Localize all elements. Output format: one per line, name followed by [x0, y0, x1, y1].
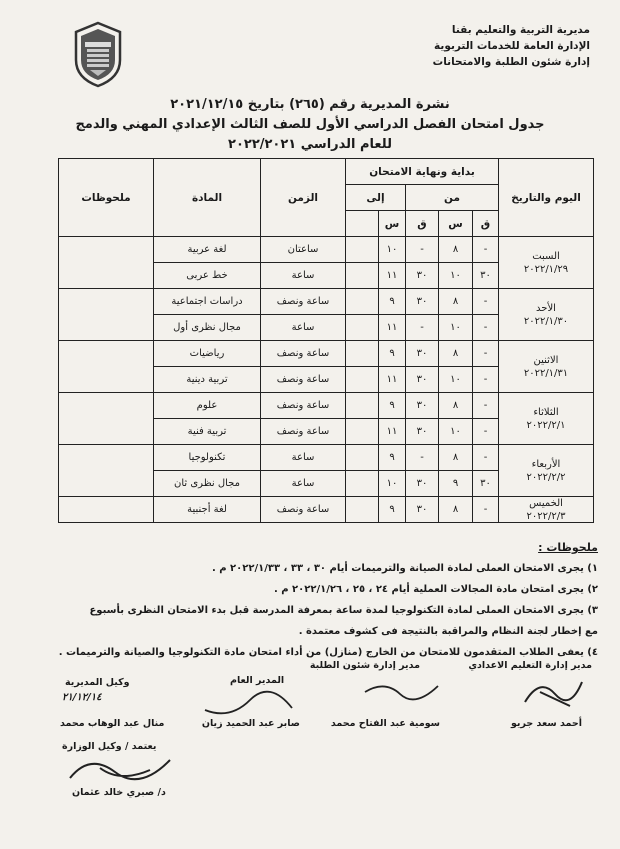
from-q: ٣٠	[473, 263, 499, 289]
to-s: ١١	[379, 419, 406, 445]
to-s: ٩	[379, 497, 406, 523]
exam-schedule-table	[58, 158, 594, 523]
notes-section	[30, 537, 598, 663]
sig-name-sabry: د/ صبري خالد عثمان	[72, 787, 166, 798]
to-s: ١٠	[379, 237, 406, 263]
subject-cell: لغة أجنبية	[154, 497, 261, 523]
day-cell	[499, 393, 594, 445]
notes-cell	[59, 497, 154, 523]
day-name: الخميس	[529, 497, 563, 509]
subject-cell: تربية فنية	[154, 419, 261, 445]
spacer-cell	[346, 497, 379, 523]
schedule-title: جدول امتحان الفصل الدراسي الأول للصف الثالث الإعدادي المهني والدمج	[75, 117, 545, 132]
from-s: ١٠	[439, 367, 473, 393]
from-s: ٩	[439, 471, 473, 497]
to-q: ٣٠	[406, 471, 439, 497]
note-item: ٢) يجرى امتحان مادة المجالات العملية أيام ٢٤ ، ٢٥ ، ٢٠٢٢/١/٢٦ م .	[273, 584, 598, 595]
header-from-q: ق	[473, 211, 499, 237]
notes-cell	[59, 445, 154, 497]
duration-cell: ساعة	[261, 471, 346, 497]
from-s: ٨	[439, 237, 473, 263]
duration-cell: ساعة ونصف	[261, 341, 346, 367]
subject-cell: مجال نظرى ثان	[154, 471, 261, 497]
sig-title-students-affairs: مدير إدارة شئون الطلبة	[309, 660, 420, 671]
to-q: ٣٠	[406, 367, 439, 393]
note-item: ١) يجرى الامتحان العملى لمادة الصيانة والترميمات أيام ٣٠ ، ٣٣ ، ٢٠٢٢/١/٣٣ م .	[211, 563, 598, 574]
day-date: ٢٠٢٢/٢/٣	[526, 510, 566, 522]
from-s: ٨	[439, 445, 473, 471]
to-q: ٣٠	[406, 263, 439, 289]
day-name: السبت	[532, 250, 560, 262]
spacer-cell	[346, 289, 379, 315]
from-q: -	[473, 445, 499, 471]
header-spacer	[346, 211, 379, 237]
header-from: من	[406, 185, 499, 211]
duration-cell: ساعة ونصف	[261, 393, 346, 419]
to-q: -	[406, 445, 439, 471]
to-s: ١١	[379, 367, 406, 393]
duration-cell: ساعة	[261, 445, 346, 471]
subject-cell: لغة عربية	[154, 237, 261, 263]
header-from-s: س	[439, 211, 473, 237]
sig-name-manal: منال عبد الوهاب محمد	[60, 718, 165, 729]
subject-cell: رياضيات	[154, 341, 261, 367]
to-s: ١١	[379, 263, 406, 289]
sig-title-general-director: المدير العام	[230, 675, 285, 686]
spacer-cell	[346, 393, 379, 419]
spacer-cell	[346, 471, 379, 497]
to-q: ٣٠	[406, 419, 439, 445]
spacer-cell	[346, 419, 379, 445]
header-subject: المادة	[154, 159, 261, 237]
from-s: ١٠	[439, 315, 473, 341]
subject-cell: تربية دينية	[154, 367, 261, 393]
header-to: إلى	[346, 185, 406, 211]
to-q: -	[406, 237, 439, 263]
notes-cell	[59, 393, 154, 445]
day-date: ٢٠٢٢/١/٢٩	[523, 263, 569, 275]
approval-label: يعتمد / وكيل الوزارة	[62, 741, 157, 752]
duration-cell: ساعة ونصف	[261, 289, 346, 315]
to-q: ٣٠	[406, 289, 439, 315]
to-s: ١٠	[379, 471, 406, 497]
header-time-range: بداية ونهاية الامتحان	[346, 159, 499, 185]
spacer-cell	[346, 367, 379, 393]
ministry-logo-icon	[68, 20, 128, 90]
spacer-cell	[346, 341, 379, 367]
sig-title-deputy-directorate: وكيل المديرية	[65, 677, 130, 688]
from-q: ٣٠	[473, 471, 499, 497]
notes-cell	[59, 341, 154, 393]
note-item: ٣) يجرى الامتحان العملى لمادة التكنولوجيا لمدة ساعة بمعرفة المدرسة قبل بدء الامتحان النظرى بأسبوع	[89, 605, 598, 616]
spacer-cell	[346, 445, 379, 471]
bulletin-titles	[60, 95, 560, 155]
notes-title: ملحوظات :	[538, 541, 598, 554]
duration-cell: ساعة	[261, 315, 346, 341]
duration-cell: ساعتان	[261, 237, 346, 263]
from-s: ٨	[439, 289, 473, 315]
duration-cell: ساعة	[261, 263, 346, 289]
note-item: مع إخطار لجنة النظام والمراقبة بالنتيجة فى كشوف معتمدة .	[298, 626, 598, 637]
signature-scribble-saber-icon	[200, 690, 295, 720]
to-s: ٩	[379, 393, 406, 419]
from-s: ٨	[439, 497, 473, 523]
signature-scribble-somaya-icon	[360, 678, 440, 706]
subject-cell: دراسات اجتماعية	[154, 289, 261, 315]
note-item: ٤) يعفى الطلاب المتقدمون للامتحان من الخارج (منازل) من أداء امتحان مادة التكنولوجيا والصيانة والترميمات .	[58, 647, 598, 658]
header-line-3: إدارة شئون الطلبة والامتحانات	[432, 56, 590, 68]
sig-name-saber: صابر عبد الحميد زيان	[201, 718, 300, 729]
academic-year: للعام الدراسي ٢٠٢٢/٢٠٢١	[228, 137, 392, 152]
from-q: -	[473, 419, 499, 445]
subject-cell: خط عربى	[154, 263, 261, 289]
day-cell	[499, 445, 594, 497]
from-s: ١٠	[439, 263, 473, 289]
from-q: -	[473, 497, 499, 523]
directorate-header	[390, 22, 590, 70]
header-line-1: مديرية التربية والتعليم بقنا	[451, 24, 590, 36]
from-s: ٨	[439, 393, 473, 419]
day-date: ٢٠٢٢/١/٣٠	[523, 315, 569, 327]
subject-cell: تكنولوجيا	[154, 445, 261, 471]
to-q: ٣٠	[406, 393, 439, 419]
day-date: ٢٠٢٢/٢/١	[526, 419, 566, 431]
from-q: -	[473, 237, 499, 263]
to-s: ٩	[379, 341, 406, 367]
handwritten-date: ٢١/١٢/١٤	[62, 692, 102, 703]
to-s: ٩	[379, 289, 406, 315]
to-s: ١١	[379, 315, 406, 341]
duration-cell: ساعة ونصف	[261, 497, 346, 523]
to-q: -	[406, 315, 439, 341]
duration-cell: ساعة ونصف	[261, 367, 346, 393]
day-date: ٢٠٢٢/٢/٢	[526, 471, 566, 483]
header-to-s: س	[379, 211, 406, 237]
header-line-2: الإدارة العامة للخدمات التربوية	[434, 40, 590, 52]
notes-cell	[59, 289, 154, 341]
day-cell	[499, 497, 594, 523]
from-s: ١٠	[439, 419, 473, 445]
duration-cell: ساعة ونصف	[261, 419, 346, 445]
to-q: ٣٠	[406, 497, 439, 523]
sig-name-ahmed: أحمد سعد جريو	[510, 718, 582, 729]
from-s: ٨	[439, 341, 473, 367]
day-name: الأربعاء	[531, 458, 561, 470]
signature-scribble-undersecretary-icon	[60, 748, 180, 788]
from-q: -	[473, 315, 499, 341]
from-q: -	[473, 341, 499, 367]
spacer-cell	[346, 263, 379, 289]
day-name: الثلاثاء	[533, 406, 559, 418]
day-date: ٢٠٢٢/١/٣١	[523, 367, 569, 379]
day-cell	[499, 289, 594, 341]
header-duration: الزمن	[261, 159, 346, 237]
subject-cell: مجال نظرى أول	[154, 315, 261, 341]
from-q: -	[473, 367, 499, 393]
bulletin-number: نشرة المديرية رقم (٢٦٥) بتاريخ ٢٠٢١/١٢/١٥	[170, 97, 450, 112]
notes-cell	[59, 237, 154, 289]
sig-name-somaya: سومية عبد الفتاح محمد	[330, 718, 440, 729]
day-name: الأحد	[536, 302, 556, 314]
spacer-cell	[346, 237, 379, 263]
sig-title-prep-ed: مدير إدارة التعليم الاعدادي	[468, 660, 592, 671]
header-notes: ملحوظات	[59, 159, 154, 237]
day-cell	[499, 237, 594, 289]
signature-scribble-ahmed-icon	[520, 672, 590, 712]
day-name: الاثنين	[533, 354, 559, 366]
header-to-q: ق	[406, 211, 439, 237]
to-q: ٣٠	[406, 341, 439, 367]
spacer-cell	[346, 315, 379, 341]
header-day-date: اليوم والتاريخ	[499, 159, 594, 237]
day-cell	[499, 341, 594, 393]
subject-cell: علوم	[154, 393, 261, 419]
to-s: ٩	[379, 445, 406, 471]
from-q: -	[473, 393, 499, 419]
from-q: -	[473, 289, 499, 315]
